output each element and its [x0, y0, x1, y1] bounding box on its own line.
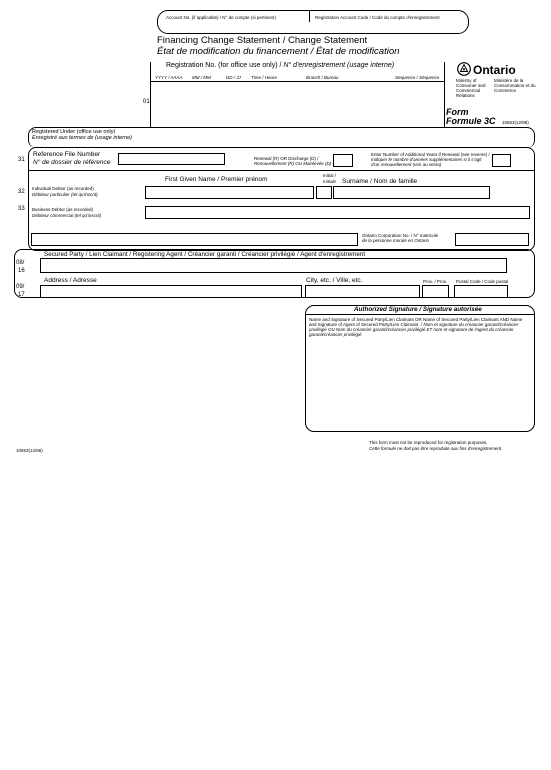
ontario-corp-en: Ontario Corporation No. / N° matricule — [362, 233, 439, 238]
registration-account-code-label: Registration Account Code / Code du compte d'enregistrement — [315, 15, 440, 20]
section-17-number: 17 — [18, 292, 25, 298]
title-line-2: État de modification du financement / État de modification — [157, 46, 400, 57]
section-16-number: 16 — [18, 268, 25, 274]
footer-notice-fr: Cette formule ne doit pas être reproduite aux fins d'enregistrement. — [369, 446, 503, 451]
reference-file-en: Reference File Number — [33, 151, 101, 158]
ontario-trillium-icon — [457, 62, 471, 76]
city-input[interactable] — [305, 285, 420, 298]
surname-input[interactable] — [333, 186, 490, 199]
signature-description-en: Name and Signature of Secured Party/Lien Claimant OR Name of Secured Party/Lien Claimant AND Name and Signature of Agent of Secured Party/Lien Claimant. — [309, 317, 523, 327]
section-09-number: 09/ — [16, 284, 25, 290]
form-code: 10553(12/98) — [502, 120, 529, 125]
additional-years-input[interactable] — [492, 154, 511, 167]
ontario-corp-fr: de la personne morale en Ontario — [362, 238, 430, 243]
form-label: Form — [446, 107, 469, 117]
signature-title-divider — [305, 314, 534, 315]
reg-right-line — [444, 62, 445, 127]
renewal-discharge-fr: Renouvellement (R) OU Mainlevée (D) — [254, 161, 332, 166]
reference-file-input[interactable] — [118, 153, 225, 165]
form-number: Formule 3C — [446, 116, 496, 126]
postal-code-input[interactable] — [454, 285, 508, 298]
section-08-number: 08/ — [16, 260, 25, 266]
signature-description-fr: / Nom et signature du créancier garanti/créancier privilégié OU Nom du créancier garanti/créancier privilégié ET nom et signature de l'agent du créancier garanti/créancier privilégié — [309, 322, 519, 337]
account-no-label: Account No. (if applicable) / N° de compte (si pertinent) — [166, 15, 276, 20]
initial-label-en: Initial / — [323, 173, 337, 178]
business-debtor-en: Business Debtor (as recorded) — [32, 207, 94, 212]
business-debtor-input[interactable] — [145, 206, 530, 219]
business-debtor-fr: Débiteur commercial (tel qu'inscrit) — [32, 213, 102, 218]
first-given-name-text: First Given Name / Premier prénom — [165, 176, 268, 183]
reg-col-yyyy: YYYY / AAAA — [155, 75, 183, 80]
ministry-english: Ministry of Consumer and Commercial Relations — [456, 78, 486, 98]
section-31-divider — [28, 170, 534, 171]
individual-debtor-en: Individual Debtor (as recorded) — [32, 186, 94, 191]
reg-col-dd: DD / JJ — [226, 75, 241, 80]
renewal-discharge-en: Renewal (R) OR Discharge (D) / — [254, 156, 319, 161]
registered-under-en: Registered Under (office use only) — [32, 129, 116, 135]
address-label: Address / Adresse — [44, 277, 97, 284]
first-given-name-label — [165, 177, 268, 183]
city-label: City, etc. / Ville, etc. — [306, 277, 363, 284]
individual-debtor-fr: Débiteur particulier (tel qu'inscrit) — [32, 192, 98, 197]
renewal-discharge-input[interactable] — [333, 154, 353, 167]
surname-label: Surname / Nom de famille — [342, 178, 418, 185]
reference-file-fr: N° de dossier de référence — [33, 159, 111, 166]
prov-input[interactable] — [422, 285, 449, 298]
prov-label: Prov. / Prov. — [423, 279, 448, 284]
account-header-box — [157, 10, 469, 34]
registered-under-fr: Enregistré aux termes de (usage interne) — [32, 135, 132, 141]
business-debtor-input-2[interactable] — [31, 233, 358, 246]
additional-years-fr: Indiquer le nombre d'années supplémentaires si il s'agit d'un renouvellement (voir au verso) — [371, 157, 482, 167]
registration-label-en: Registration No. (for office use only) / — [166, 62, 284, 69]
secured-party-input[interactable] — [40, 258, 507, 273]
secured-party-label: Secured Party / Lien Claimant / Registering Agent / Créancier garanti / Créancier privilégié / Agent d'enregistrement — [44, 251, 366, 258]
address-input[interactable] — [40, 285, 302, 298]
ministry-french: Ministère de la Consommation et du Commerce — [494, 78, 536, 93]
signature-description — [309, 317, 531, 337]
registration-label — [166, 62, 394, 70]
postal-code-label: Postal Code / Code postal — [456, 279, 509, 284]
section-31-number: 31 — [18, 157, 25, 163]
registration-label-fr: N° d'enregistrement (usage interne) — [283, 62, 395, 69]
reg-col-mm: MM / MM — [192, 75, 211, 80]
account-header-divider — [309, 10, 310, 22]
title-line-1: Financing Change Statement / Change Statement — [157, 35, 368, 46]
initial-label-fr: Initiale — [323, 179, 337, 184]
reg-col-branch: Branch / Bureau — [306, 75, 339, 80]
footer-form-code: 10553(12/98) — [16, 448, 43, 453]
first-given-name-input[interactable] — [145, 186, 314, 199]
section-32-number: 32 — [18, 189, 25, 195]
footer-notice-en: This form must not be reproduced for registration purposes. — [369, 440, 488, 445]
form-title — [157, 35, 399, 57]
registration-number-field[interactable] — [151, 82, 443, 126]
initial-input[interactable] — [316, 186, 332, 199]
reg-col-sequence: Sequence / Séquence — [395, 75, 440, 80]
ontario-wordmark: Ontario — [473, 63, 516, 77]
ontario-corp-input[interactable] — [455, 233, 529, 246]
section-33-number: 33 — [18, 206, 25, 212]
row-01-number: 01 — [143, 99, 150, 105]
authorized-signature-title: Authorized Signature / Signature autorisée — [354, 306, 482, 313]
additional-years-en: Enter Number of Additional Years if Renewal (see reverse) / — [371, 152, 490, 157]
reg-col-time: Time / Heure — [251, 75, 277, 80]
